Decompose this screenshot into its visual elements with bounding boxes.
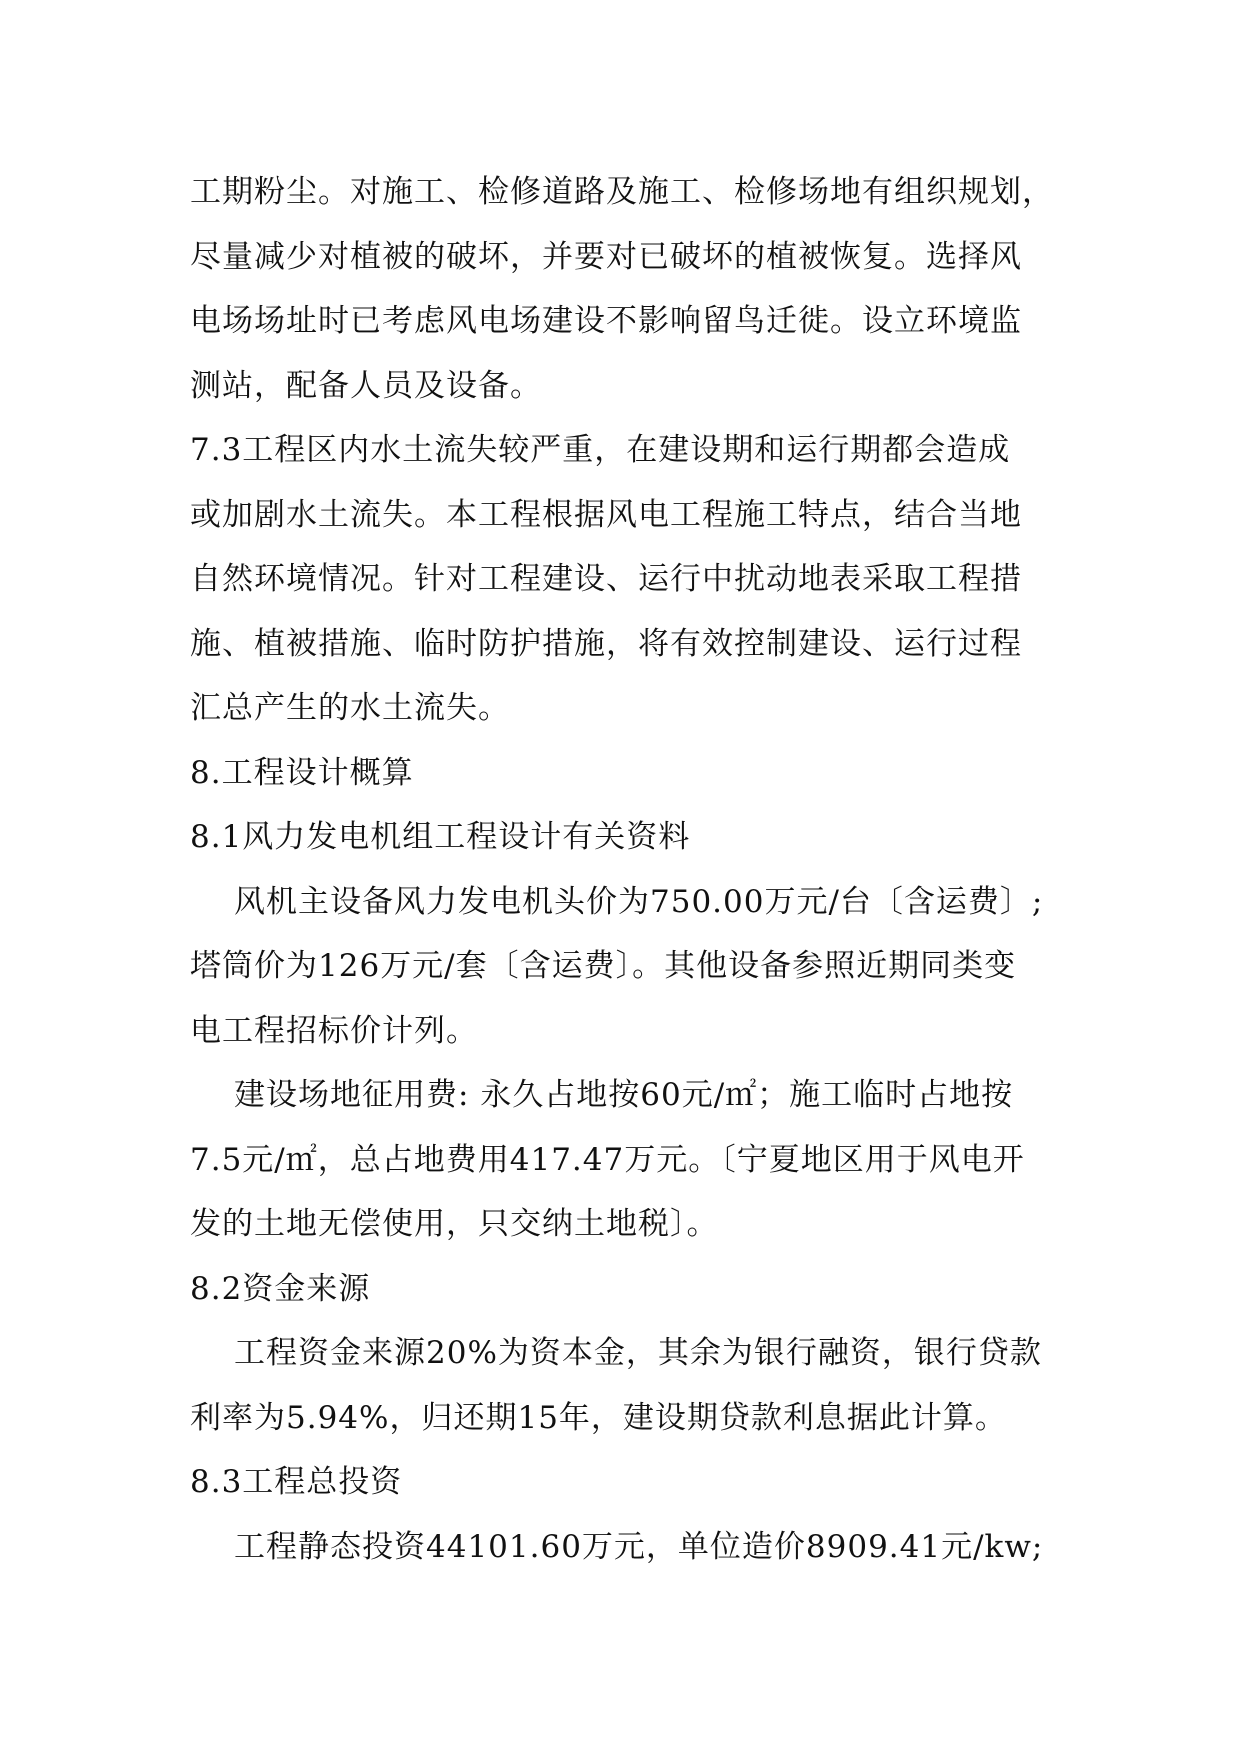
body-line-9: 汇总产生的水土流失。 [190,690,510,726]
section-heading-8-2: 8.2资金来源 [190,1270,371,1307]
section-heading-8: 8.工程设计概算 [190,754,414,791]
body-line-14: 电工程招标价计列。 [190,1012,478,1049]
body-line-1: 工期粉尘。对施工、检修道路及施工、检修场地有组织规划， [190,174,1054,210]
body-line-19: 工程资金来源20%为资本金，其余为银行融资，银行贷款 [234,1335,1042,1371]
body-line-6: 或加剧水土流失。本工程根据风电工程施工特点，结合当地 [190,496,1022,533]
body-line-3: 电场场址时已考虑风电场建设不影响留鸟迁徙。设立环境监 [190,303,1022,339]
body-line-17: 发的土地无偿使用，只交纳土地税〕。 [190,1206,719,1242]
body-line-15: 建设场地征用费: 永久占地按60元/㎡；施工临时占地按 [234,1077,1014,1113]
body-line-2: 尽量减少对植被的破坏，并要对已破坏的植被恢复。选择风 [190,238,1022,275]
body-line-16: 7.5元/㎡，总占地费用417.47万元。〔宁夏地区用于风电开 [190,1141,1025,1178]
body-line-4: 测站，配备人员及设备。 [190,367,542,404]
section-heading-8-3: 8.3工程总投资 [190,1464,403,1500]
body-line-8: 施、植被措施、临时防护措施，将有效控制建设、运行过程 [190,625,1022,662]
body-line-5: 7.3工程区内水土流失较严重，在建设期和运行期都会造成 [190,432,1011,468]
body-line-12: 风机主设备风力发电机头价为750.00万元/台〔含运费〕; [234,883,1044,920]
body-line-7: 自然环境情况。针对工程建设、运行中扰动地表采取工程措 [190,561,1022,597]
body-line-22: 工程静态投资44101.60万元，单位造价8909.41元/kw; [234,1528,1044,1565]
document-body [190,160,1070,1579]
section-heading-8-1: 8.1风力发电机组工程设计有关资料 [190,819,691,855]
body-line-20: 利率为5.94%，归还期15年，建设期贷款利息据此计算。 [190,1399,1007,1436]
body-line-13: 塔筒价为126万元/套〔含运费〕。其他设备参照近期同类变 [190,948,1017,984]
